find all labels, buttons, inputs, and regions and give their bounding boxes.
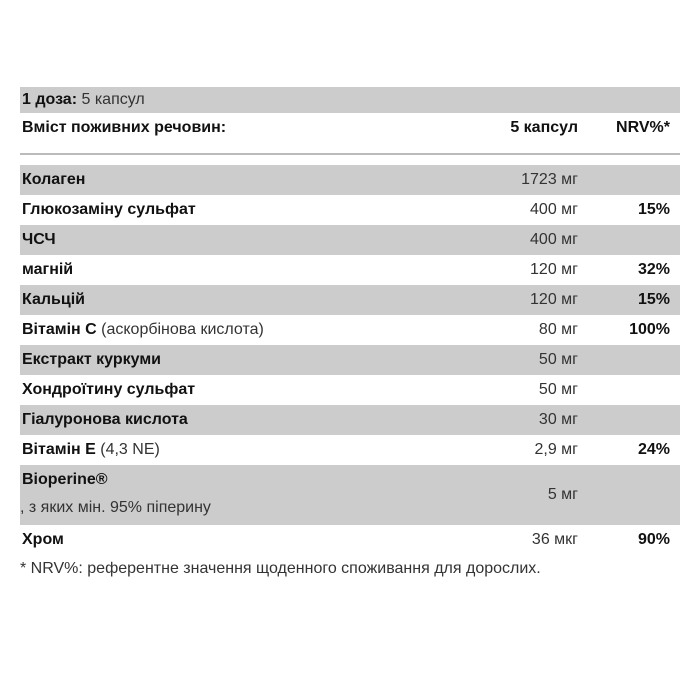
row-amount: 1723 мг (521, 171, 578, 188)
row-amount: 30 мг (538, 411, 578, 428)
row-nrv: 15% (637, 201, 670, 218)
table-row (20, 315, 680, 345)
dose-value: 5 капсул (81, 91, 145, 108)
dose-label (22, 91, 145, 109)
row-name-text: Вітамін C (22, 321, 97, 338)
nutrition-table (20, 87, 680, 555)
table-row-chrome (20, 525, 680, 555)
table-row (20, 255, 680, 285)
row-amount: 120 мг (530, 261, 578, 278)
row-name-text: Колаген (22, 171, 86, 188)
row-name (22, 351, 161, 369)
table-row (20, 285, 680, 315)
table-row (20, 405, 680, 435)
row-subnote: , з яких мін. 95% піперину (20, 499, 211, 516)
row-note: (4,3 NE) (95, 441, 160, 458)
row-amount: 2,9 мг (534, 441, 578, 458)
row-nrv: 32% (637, 261, 670, 278)
header-amount: 5 капсул (510, 119, 578, 136)
row-nrv: 15% (637, 291, 670, 308)
dose-label-text: 1 доза: (22, 91, 78, 108)
row-nrv: 100% (629, 321, 670, 338)
row-name (22, 441, 160, 459)
row-amount: 5 мг (547, 486, 578, 503)
row-amount: 400 мг (530, 201, 578, 218)
row-name (22, 231, 56, 249)
row-name: Bioperine® (22, 471, 108, 488)
header-title: Вміст поживних речовин: (22, 119, 227, 136)
header-row (20, 113, 680, 143)
row-nrv: 90% (637, 531, 670, 548)
table-row (20, 165, 680, 195)
row-name: Хром (22, 531, 64, 548)
divider (20, 153, 680, 155)
table-row (20, 345, 680, 375)
row-name (22, 201, 196, 219)
row-name (22, 411, 188, 429)
header-nrv: NRV%* (616, 119, 670, 136)
row-name-text: магній (22, 261, 74, 278)
row-name-text: ЧСЧ (22, 231, 56, 248)
table-row (20, 225, 680, 255)
row-name-text: Вітамін E (22, 441, 96, 458)
row-name (22, 291, 85, 309)
row-amount: 50 мг (538, 351, 578, 368)
row-amount: 400 мг (530, 231, 578, 248)
table-row-bioperine (20, 465, 680, 525)
row-amount: 120 мг (530, 291, 578, 308)
row-note: (аскорбінова кислота) (96, 321, 264, 338)
row-name-text: Хондроїтину сульфат (22, 381, 196, 398)
row-amount: 50 мг (538, 381, 578, 398)
row-amount: 80 мг (538, 321, 578, 338)
row-name-text: Гіалуронова кислота (22, 411, 188, 428)
row-name-text: Кальцій (22, 291, 85, 308)
table-row (20, 435, 680, 465)
row-name (22, 321, 264, 339)
footnote: * NRV%: референтне значення щоденного споживання для дорослих. (20, 560, 541, 577)
row-name (22, 381, 195, 399)
row-amount: 36 мкг (531, 531, 578, 548)
row-name (22, 261, 73, 279)
row-name (22, 171, 85, 189)
row-name-text: Екстракт куркуми (22, 351, 161, 368)
dose-row (20, 87, 680, 113)
row-name-text: Глюкозаміну сульфат (22, 201, 196, 218)
table-row (20, 195, 680, 225)
row-nrv: 24% (637, 441, 670, 458)
table-row (20, 375, 680, 405)
